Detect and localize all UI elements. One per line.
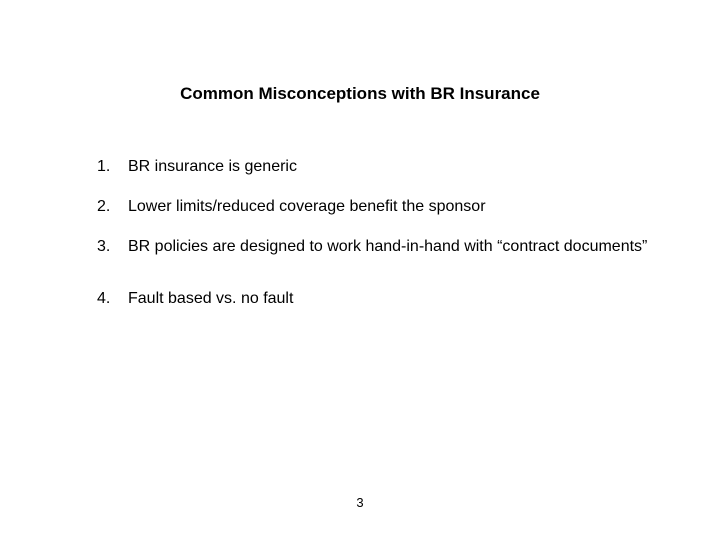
list-item-number: 1. [97, 158, 111, 175]
list-item-text: BR policies are designed to work hand-in-hand with “contract documents” [128, 238, 648, 255]
slide-title: Common Misconceptions with BR Insurance [180, 84, 540, 103]
list-item [97, 289, 657, 309]
list-item [97, 157, 657, 177]
list-item [97, 237, 657, 257]
list-item-number: 3. [97, 238, 111, 255]
list-item-text: Fault based vs. no fault [128, 290, 294, 307]
list-item-number: 2. [97, 198, 111, 215]
list-item-text: BR insurance is generic [128, 158, 297, 175]
page-number: 3 [356, 495, 364, 510]
list-item-number: 4. [97, 290, 111, 307]
list-item [97, 197, 657, 217]
list-item-text: Lower limits/reduced coverage benefit the sponsor [128, 198, 486, 215]
